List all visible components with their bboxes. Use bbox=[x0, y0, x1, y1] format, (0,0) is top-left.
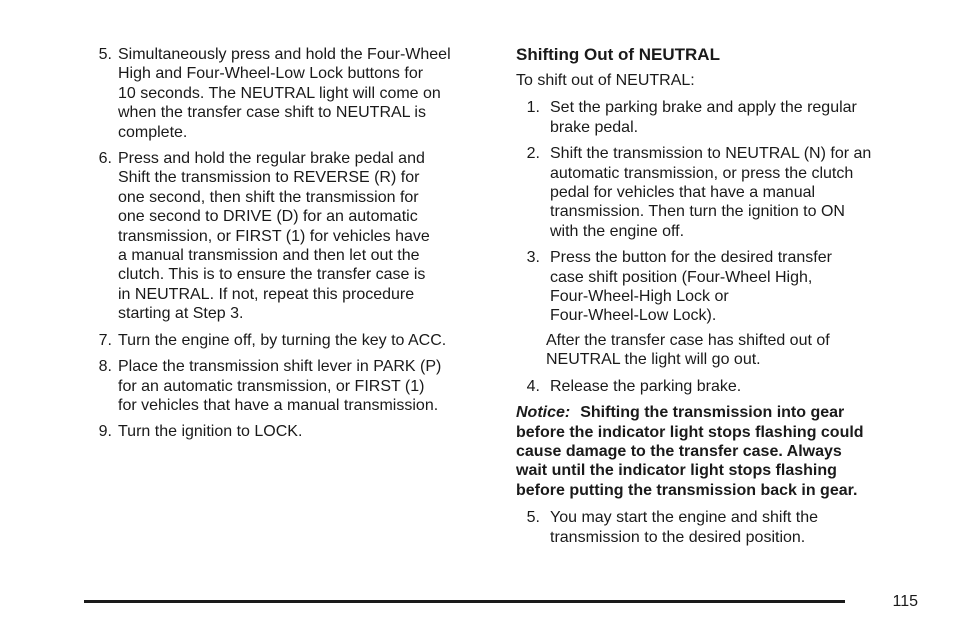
notice-text: Shifting the transmission into gear before the indicator light stops flashing could cause damage to the transfer case. Always wait until the indicator light stops flashing before putting the transmission back in gear. bbox=[516, 404, 864, 499]
list-item bbox=[516, 508, 916, 547]
step-text: Set the parking brake and apply the regular brake pedal. bbox=[550, 99, 857, 136]
step-number: 7. bbox=[98, 331, 112, 349]
notice-block bbox=[516, 403, 916, 500]
list-item bbox=[92, 422, 492, 441]
step-number: 5. bbox=[98, 46, 112, 63]
step-text: Press and hold the regular brake pedal and Shift the transmission to REVERSE (R) for one second, then shift the transmission for one second to DRIVE (D) for an automatic transmission, or FIRST (1) for vehicles have a manual transmission and then let out the clutch. This is to ensure the transfer case is in NEUTRAL. If not, repeat this procedure starting at Step 3. bbox=[118, 150, 430, 323]
notice-label: Notice: bbox=[516, 404, 571, 422]
page-number: 115 bbox=[892, 593, 918, 610]
list-item bbox=[92, 331, 492, 350]
step-text: Turn the ignition to LOCK. bbox=[118, 423, 303, 441]
list-item bbox=[516, 98, 916, 137]
step-number: 9. bbox=[98, 423, 112, 441]
step-note: After the transfer case has shifted out of NEUTRAL the light will go out. bbox=[546, 331, 830, 369]
step-number: 8. bbox=[98, 358, 112, 376]
list-item bbox=[516, 144, 916, 241]
list-item bbox=[516, 248, 916, 326]
right-column bbox=[516, 45, 916, 554]
step-number: 4. bbox=[526, 377, 540, 395]
section-heading: Shifting Out of NEUTRAL bbox=[516, 45, 720, 64]
step-number: 3. bbox=[526, 249, 540, 267]
step-text: Press the button for the desired transfer case shift position (Four-Wheel High, Four-Wheel-High Lock or Four-Wheel-Low Lock). bbox=[550, 249, 832, 325]
list-item bbox=[516, 377, 916, 396]
step-number: 1. bbox=[526, 99, 540, 117]
list-item bbox=[92, 357, 492, 415]
step-text: Place the transmission shift lever in PARK (P) for an automatic transmission, or FIRST (1) for vehicles that have a manual transmission. bbox=[118, 358, 442, 414]
step-text: Shift the transmission to NEUTRAL (N) for an automatic transmission, or press the clutch pedal for vehicles that have a manual transmission. Then turn the ignition to ON with the engine off. bbox=[550, 145, 872, 240]
step-text: Release the parking brake. bbox=[550, 377, 742, 395]
step-number: 2. bbox=[526, 145, 540, 163]
step-text: Turn the engine off, by turning the key to ACC. bbox=[118, 331, 447, 349]
step-text: Simultaneously press and hold the Four-Wheel High and Four-Wheel-Low Lock buttons for 10 seconds. The NEUTRAL light will come on when the transfer case shift to NEUTRAL is complete. bbox=[118, 46, 451, 141]
step-number: 6. bbox=[98, 150, 112, 168]
list-item bbox=[92, 45, 492, 142]
section-intro: To shift out of NEUTRAL: bbox=[516, 72, 695, 89]
step-text: You may start the engine and shift the transmission to the desired position. bbox=[550, 509, 819, 546]
left-column bbox=[92, 45, 492, 449]
list-item bbox=[92, 149, 492, 324]
step-number: 5. bbox=[526, 509, 540, 527]
footer-rule bbox=[84, 600, 845, 603]
